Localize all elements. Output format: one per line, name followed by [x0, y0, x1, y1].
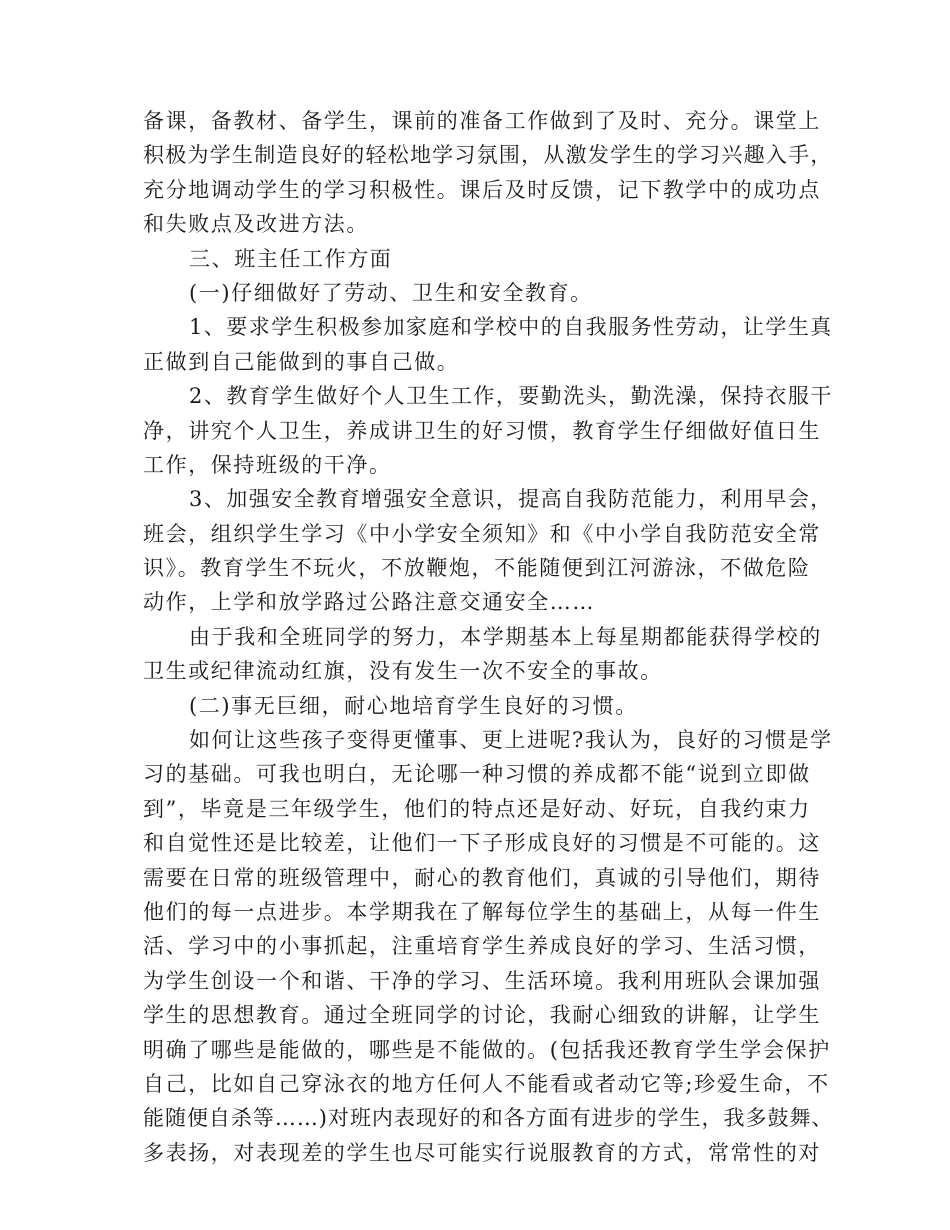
text-line: 3、加强安全教育增强安全意识，提高自我防范能力，利用早会，: [189, 487, 833, 512]
text-line: 动作，上学和放学路过公路注意交通安全……: [143, 590, 595, 615]
text-line: 班会，组织学生学习《中小学安全须知》和《中小学自我防范安全常: [143, 521, 821, 546]
text-line: (二)事无巨细，耐心地培育学生良好的习惯。: [189, 693, 638, 718]
text-line: 备课，备教材、备学生，课前的准备工作做到了及时、充分。课堂上: [143, 109, 821, 133]
text-line: 如何让这些孩子变得更懂事、更上进呢?我认为，良好的习惯是学: [189, 728, 833, 753]
text-line: 自己，比如自己穿泳衣的地方任何人不能看或者动它等;珍爱生命，不: [143, 1071, 830, 1096]
text-line: 1、要求学生积极参加家庭和学校中的自我服务性劳动，让学生真: [189, 315, 833, 340]
text-line: 积极为学生制造良好的轻松地学习氛围，从激发学生的学习兴趣入手，: [143, 143, 833, 168]
text-line: 识》。教育学生不玩火，不放鞭炮，不能随便到江河游泳，不做危险: [143, 556, 811, 581]
text-line: 明确了哪些是能做的，哪些是不能做的。(包括我还教育学生学会保护: [143, 1037, 831, 1062]
text-line: 由于我和全班同学的努力，本学期基本上每星期都能获得学校的: [189, 624, 822, 649]
text-line: 学生的思想教育。通过全班同学的讨论，我耐心细致的讲解，让学生: [143, 1003, 821, 1028]
text-line: 2、教育学生做好个人卫生工作，要勤洗头，勤洗澡，保持衣服干: [189, 384, 833, 409]
text-line: 为学生创设一个和谐、干净的学习、生活环境。我利用班队会课加强: [143, 968, 821, 993]
text-line: 和自觉性还是比较差，让他们一下子形成良好的习惯是不可能的。这: [143, 831, 821, 856]
text-line: 需要在日常的班级管理中，耐心的教育他们，真诚的引导他们，期待: [143, 865, 821, 890]
text-line: 习的基础。可我也明白，无论哪一种习惯的养成都不能“说到立即做: [143, 762, 811, 787]
text-line: 三、班主任工作方面: [189, 246, 393, 271]
text-line: (一)仔细做好了劳动、卫生和安全教育。: [189, 280, 593, 305]
text-line: 活、学习中的小事抓起，注重培育学生养成良好的学习、生活习惯，: [143, 934, 821, 959]
text-line: 净，讲究个人卫生，养成讲卫生的好习惯，教育学生仔细做好值日生: [143, 418, 821, 443]
text-line: 工作，保持班级的干净。: [143, 452, 392, 477]
text-line: 他们的每一点进步。本学期我在了解每位学生的基础上，从每一件生: [143, 899, 821, 924]
text-line: 能随便自杀等……)对班内表现好的和各方面有进步的学生，我多鼓舞、: [143, 1106, 834, 1131]
text-line: 到”，毕竟是三年级学生，他们的特点还是好动、好玩，自我约束力: [143, 796, 811, 821]
document-body: [143, 104, 833, 1170]
text-line: 充分地调动学生的学习积极性。课后及时反馈，记下教学中的成功点: [143, 177, 821, 202]
text-line: 卫生或纪律流动红旗，没有发生一次不安全的事故。: [143, 659, 663, 684]
text-line: 多表扬，对表现差的学生也尽可能实行说服教育的方式，常常性的对: [143, 1140, 821, 1165]
text-line: 正做到自己能做到的事自己做。: [143, 349, 460, 374]
text-line: 和失败点及改进方法。: [143, 212, 369, 237]
